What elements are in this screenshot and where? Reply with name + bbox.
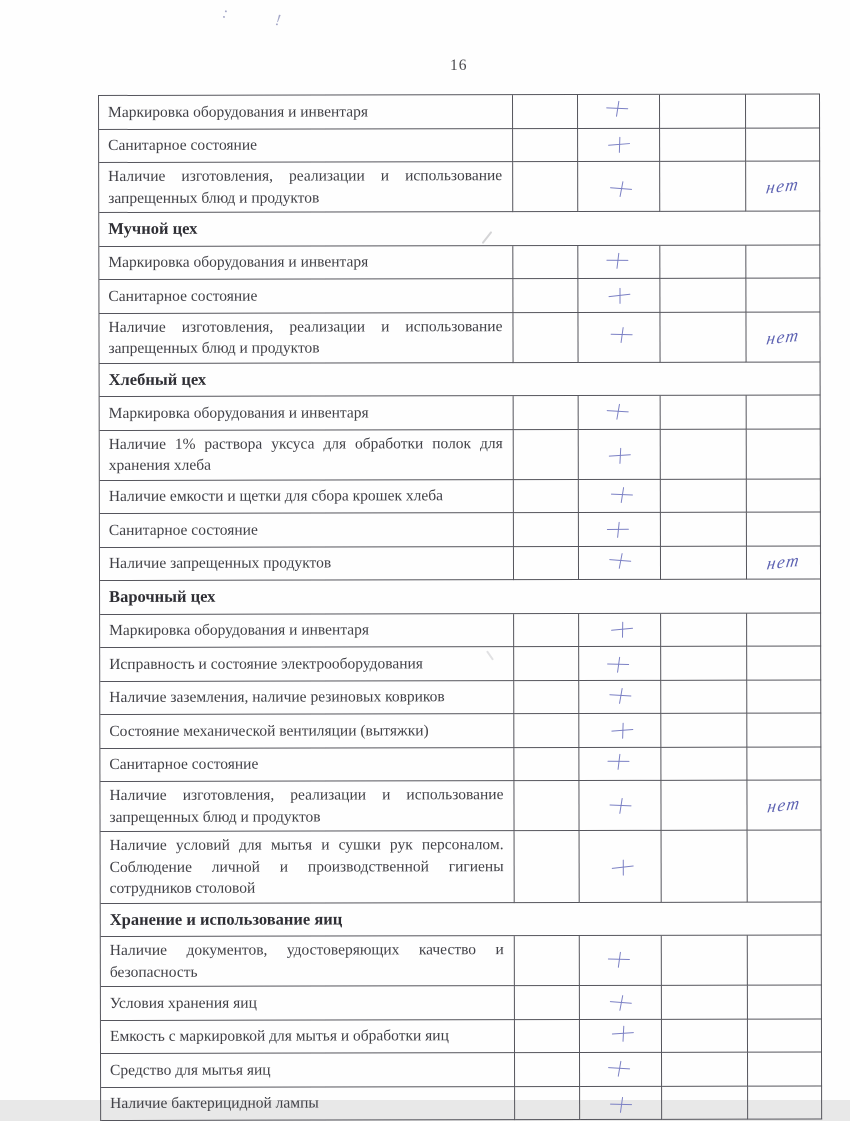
table-row	[101, 985, 822, 1020]
criteria-cell	[100, 714, 514, 748]
handwritten-plus-mark	[605, 521, 629, 539]
check-cell	[578, 312, 660, 362]
empty-cell-2	[661, 781, 747, 831]
empty-cell-2	[662, 1019, 748, 1053]
criteria-label: Наличие бактерицидной лампы	[110, 1094, 319, 1112]
check-cell	[579, 613, 661, 647]
handwritten-plus-mark	[607, 993, 633, 1013]
handwritten-plus-mark	[607, 446, 632, 465]
criteria-cell	[100, 681, 514, 715]
check-cell	[580, 986, 662, 1020]
criteria-cell	[99, 313, 513, 364]
handwritten-plus-mark	[607, 686, 632, 706]
handwritten-plus-mark	[607, 796, 632, 816]
empty-cell-2	[660, 245, 746, 279]
check-cell	[578, 279, 660, 313]
criteria-cell	[101, 936, 515, 987]
empty-cell-1	[513, 162, 578, 212]
criteria-label: Наличие запрещенных продуктов	[108, 554, 332, 572]
criteria-label: Наличие емкости и щетки для сбора крошек хлеба	[108, 487, 444, 505]
empty-cell-2	[661, 479, 747, 513]
section-header-row	[100, 579, 821, 614]
empty-cell-1	[514, 479, 579, 513]
note-cell	[747, 546, 821, 580]
empty-cell-2	[661, 546, 747, 580]
criteria-label: Наличие условий для мытья и сушки рук персоналом. Соблюдение личной и производственной гигиены сотрудников столовой	[109, 836, 504, 897]
criteria-cell	[101, 831, 515, 903]
empty-cell-2	[662, 1086, 748, 1120]
check-cell	[579, 747, 661, 781]
note-cell	[747, 512, 821, 546]
note-cell	[747, 713, 821, 747]
check-cell	[578, 245, 660, 279]
check-cell	[579, 546, 661, 580]
handwritten-plus-mark	[606, 135, 631, 154]
handwritten-note: нет	[764, 173, 801, 198]
note-cell	[747, 429, 821, 479]
note-cell	[747, 747, 821, 781]
handwritten-plus-mark	[606, 950, 631, 969]
empty-cell-1	[513, 95, 578, 129]
check-cell	[578, 95, 660, 129]
empty-cell-1	[514, 747, 579, 781]
check-cell	[580, 936, 662, 986]
criteria-cell	[101, 1020, 515, 1054]
check-cell	[579, 396, 661, 430]
criteria-cell	[100, 547, 514, 581]
table-row	[100, 395, 821, 430]
empty-cell-1	[515, 1053, 580, 1087]
handwritten-plus-mark	[608, 178, 634, 198]
handwritten-plus-mark	[604, 99, 629, 119]
criteria-cell	[99, 95, 513, 129]
note-cell	[747, 780, 821, 830]
empty-cell-2	[661, 429, 747, 479]
handwritten-plus-mark	[609, 620, 634, 640]
empty-cell-1	[515, 936, 580, 986]
handwritten-note: нет	[766, 792, 803, 817]
page-number: 16	[450, 57, 468, 74]
table-row	[100, 680, 821, 715]
check-cell	[578, 128, 660, 162]
handwritten-plus-mark	[605, 251, 630, 270]
note-cell	[748, 935, 822, 985]
check-cell	[580, 1053, 662, 1087]
check-cell	[579, 714, 661, 748]
check-cell	[579, 781, 661, 831]
empty-cell-2	[662, 1053, 748, 1087]
check-cell	[579, 429, 661, 479]
empty-cell-2	[662, 986, 748, 1020]
empty-cell-1	[514, 429, 579, 479]
empty-cell-2	[661, 747, 747, 781]
criteria-label: Емкость с маркировкой для мытья и обработки яиц	[109, 1027, 449, 1045]
table-row	[101, 1019, 822, 1054]
criteria-label: Состояние механической вентиляции (вытяжки)	[109, 721, 429, 740]
empty-cell-1	[513, 312, 578, 362]
handwritten-plus-mark	[604, 402, 629, 422]
empty-cell-1	[514, 781, 579, 831]
pen-scribble-mark: : !	[221, 4, 304, 33]
criteria-label: Наличие изготовления, реализации и использование запрещенных блюд и продуктов	[108, 167, 503, 207]
table-row	[101, 830, 822, 903]
handwritten-plus-mark	[609, 721, 634, 740]
criteria-label: Наличие 1% раствора уксуса для обработки полок для хранения хлеба	[108, 434, 503, 474]
empty-cell-2	[661, 647, 747, 681]
criteria-cell	[100, 396, 514, 430]
criteria-label: Санитарное состояние	[109, 755, 259, 773]
criteria-cell	[100, 513, 514, 547]
table-row	[99, 312, 820, 364]
table-row	[100, 613, 821, 648]
section-header-row	[99, 211, 820, 246]
note-cell	[746, 245, 820, 279]
note-cell	[747, 479, 821, 513]
section-header-row	[101, 902, 822, 937]
check-cell	[578, 162, 660, 212]
empty-cell-2	[661, 613, 747, 647]
empty-cell-2	[660, 128, 746, 162]
criteria-cell	[100, 480, 514, 514]
check-cell	[580, 1019, 662, 1053]
empty-cell-2	[662, 936, 748, 986]
empty-cell-1	[513, 128, 578, 162]
criteria-cell	[101, 1087, 515, 1121]
empty-cell-2	[660, 162, 746, 212]
note-cell	[748, 1086, 822, 1120]
handwritten-plus-mark	[606, 752, 631, 771]
empty-cell-1	[513, 245, 578, 279]
criteria-cell	[99, 129, 513, 163]
criteria-label: Наличие заземления, наличие резиновых ковриков	[109, 688, 445, 706]
criteria-cell	[100, 614, 514, 648]
empty-cell-1	[514, 513, 579, 547]
note-cell	[746, 161, 820, 211]
empty-cell-2	[660, 279, 746, 313]
note-cell	[748, 985, 822, 1019]
section-header-row	[100, 362, 821, 397]
criteria-label: Санитарное состояние	[108, 521, 258, 539]
check-cell	[579, 479, 661, 513]
criteria-cell	[100, 647, 514, 681]
empty-cell-1	[515, 831, 580, 903]
section-title: Хлебный цех	[100, 362, 821, 397]
check-cell	[579, 647, 661, 681]
table-row	[100, 479, 821, 514]
note-cell	[747, 395, 821, 429]
criteria-cell	[100, 748, 514, 782]
note-cell	[748, 1019, 822, 1053]
note-cell	[747, 613, 821, 647]
note-cell	[746, 312, 820, 362]
note-cell	[747, 646, 821, 680]
handwritten-note: нет	[765, 549, 802, 574]
empty-cell-2	[661, 714, 747, 748]
criteria-label: Исправность и состояние электрооборудования	[109, 654, 423, 673]
table-row	[100, 429, 821, 481]
criteria-label: Маркировка оборудования и инвентаря	[108, 102, 368, 121]
table-row	[100, 747, 821, 782]
criteria-cell	[101, 986, 515, 1020]
check-cell	[579, 513, 661, 547]
empty-cell-1	[513, 279, 578, 313]
empty-cell-1	[514, 396, 579, 430]
criteria-label: Наличие документов, удостоверяющих качество и безопасность	[109, 941, 504, 981]
note-cell	[747, 680, 821, 714]
note-cell	[746, 94, 820, 128]
empty-cell-1	[514, 647, 579, 681]
note-cell	[748, 830, 822, 902]
table-row	[99, 161, 820, 213]
criteria-label: Наличие изготовления, реализации и использование запрещенных блюд и продуктов	[109, 786, 504, 826]
handwritten-plus-mark	[610, 858, 636, 878]
empty-cell-1	[514, 546, 579, 580]
handwritten-plus-mark	[606, 1059, 631, 1079]
criteria-cell	[99, 162, 513, 213]
handwritten-plus-mark	[608, 1095, 633, 1114]
table-row	[100, 546, 821, 581]
handwritten-plus-mark	[605, 655, 630, 674]
criteria-cell	[99, 246, 513, 280]
empty-cell-2	[661, 513, 747, 547]
criteria-label: Санитарное состояние	[108, 136, 258, 154]
empty-cell-1	[514, 613, 579, 647]
criteria-label: Маркировка оборудования и инвентаря	[108, 403, 369, 422]
table-row	[100, 646, 821, 681]
note-cell	[748, 1052, 822, 1086]
handwritten-plus-mark	[607, 550, 633, 570]
table-row	[100, 512, 821, 547]
criteria-label: Средство для мытья яиц	[110, 1061, 271, 1079]
empty-cell-1	[515, 1086, 580, 1120]
empty-cell-2	[660, 312, 746, 362]
handwritten-note: нет	[765, 324, 802, 349]
table-row	[99, 278, 820, 313]
handwritten-plus-mark	[606, 286, 632, 306]
criteria-label: Условия хранения яиц	[109, 994, 257, 1012]
note-cell	[746, 128, 820, 162]
table-row	[99, 245, 820, 280]
table-row	[101, 1086, 822, 1121]
empty-cell-2	[660, 95, 746, 129]
section-title: Хранение и использование яиц	[101, 902, 822, 937]
note-cell	[746, 278, 820, 312]
check-cell	[580, 831, 662, 903]
empty-cell-1	[514, 714, 579, 748]
section-title: Мучной цех	[99, 211, 820, 246]
criteria-cell	[99, 279, 513, 313]
handwritten-plus-mark	[609, 325, 634, 344]
table-row	[101, 935, 822, 987]
criteria-label: Маркировка оборудования и инвентаря	[109, 621, 370, 639]
empty-cell-1	[515, 1019, 580, 1053]
section-title: Варочный цех	[100, 579, 821, 614]
empty-cell-2	[662, 831, 748, 903]
empty-cell-2	[661, 396, 747, 430]
criteria-label: Наличие изготовления, реализации и использование запрещенных блюд и продуктов	[108, 317, 503, 357]
table-row	[101, 1052, 822, 1087]
table-row	[99, 128, 820, 163]
check-cell	[580, 1086, 662, 1120]
criteria-label: Санитарное состояние	[108, 287, 258, 305]
table-row	[99, 94, 820, 129]
inspection-table	[98, 93, 822, 1121]
criteria-label: Маркировка оборудования и инвентаря	[108, 253, 369, 271]
empty-cell-1	[515, 986, 580, 1020]
check-cell	[579, 680, 661, 714]
table-row	[100, 713, 821, 748]
empty-cell-2	[661, 680, 747, 714]
criteria-cell	[100, 781, 514, 832]
table-row	[100, 780, 821, 832]
empty-cell-1	[514, 680, 579, 714]
handwritten-plus-mark	[610, 1024, 635, 1043]
handwritten-plus-mark	[609, 485, 634, 505]
criteria-cell	[100, 430, 514, 481]
criteria-cell	[101, 1053, 515, 1087]
